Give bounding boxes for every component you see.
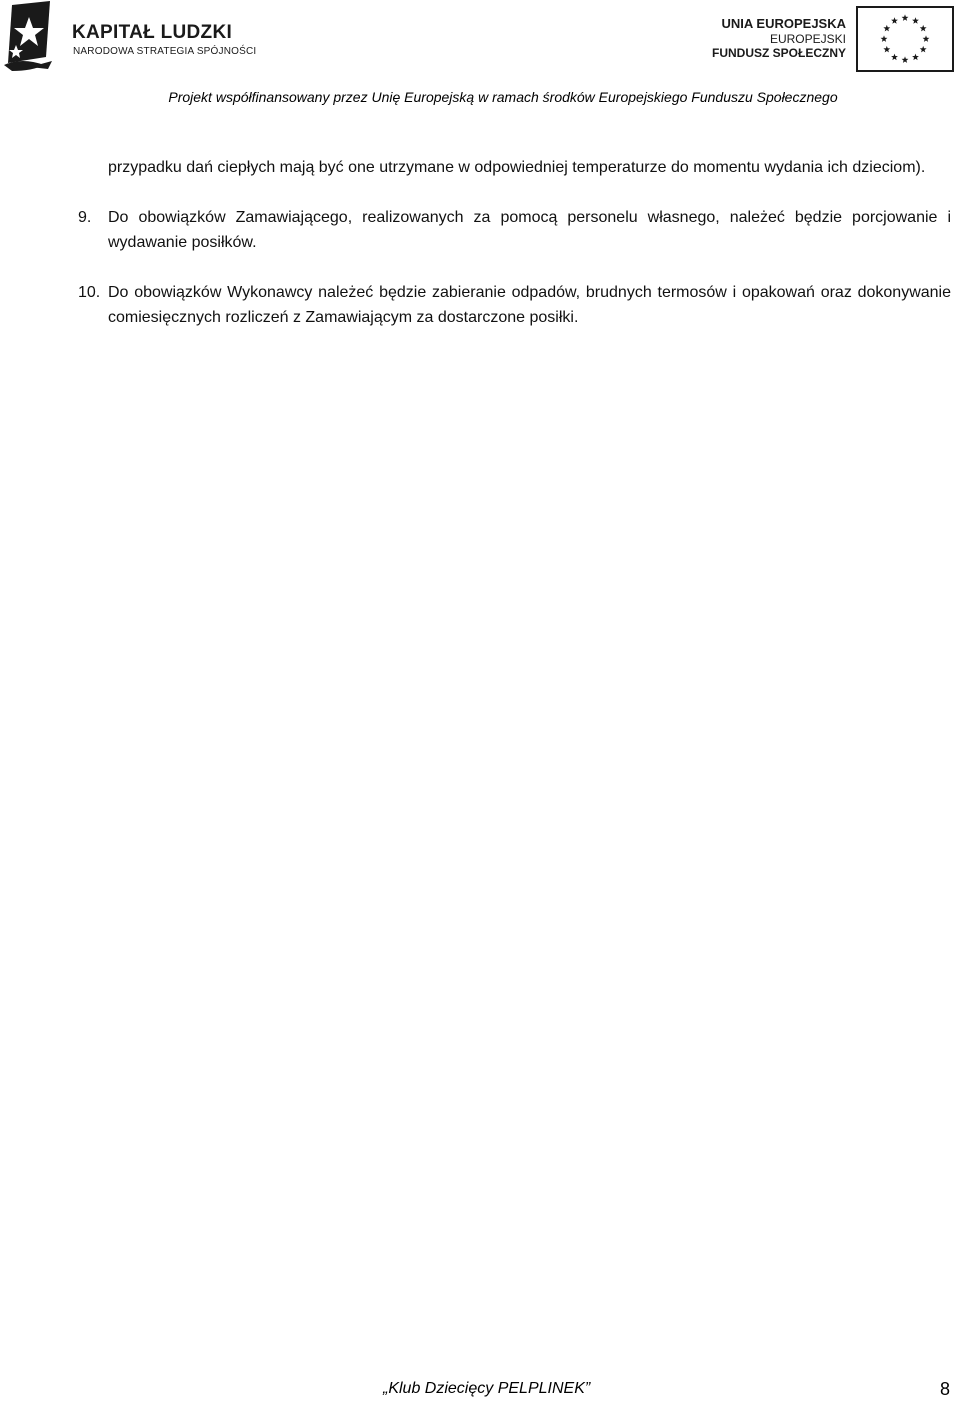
list-item-number: 9. (78, 209, 92, 226)
list-item (78, 280, 951, 330)
project-cofinancing-line: Projekt współfinansowany przez Unię Europejską w ramach środków Europejskiego Funduszu Społecznego (168, 89, 838, 105)
page-number: 8 (939, 1379, 950, 1399)
kapital-ludzki-subtitle: NARODOWA STRATEGIA SPÓJNOŚCI (73, 46, 257, 57)
eu-logo (711, 5, 956, 73)
page-footer (0, 1380, 960, 1404)
eu-logo-line3: FUNDUSZ SPOŁECZNY (711, 46, 846, 60)
kapital-ludzki-logo (2, 1, 257, 73)
eu-logo-line1: UNIA EUROPEJSKA (721, 16, 846, 31)
list-item-text: Do obowiązków Wykonawcy należeć będzie zabieranie odpadów, brudnych termosów i opakowań oraz dokonywanie comiesięcznych rozliczeń z Zamawiającym za dostarczone posiłki. (108, 284, 951, 326)
list-item-number: 10. (78, 284, 101, 301)
kapital-ludzki-title: KAPITAŁ LUDZKI (72, 22, 233, 43)
continuation-paragraph: przypadku dań ciepłych mają być one utrzymane w odpowiedniej temperaturze do momentu wydania ich dzieciom). (108, 159, 926, 176)
eu-flag-icon (856, 6, 954, 72)
footer-title: „Klub Dziecięcy PELPLINEK” (383, 1380, 591, 1397)
eu-logo-line2: EUROPEJSKI (769, 32, 846, 46)
list-item-text: Do obowiązków Zamawiającego, realizowanych za pomocą personelu własnego, należeć będzie porcjowanie i wydawanie posiłków. (108, 209, 951, 251)
list-item (78, 205, 951, 255)
page-header (0, 0, 960, 120)
document-body (78, 155, 951, 355)
kapital-ludzki-star-mark-icon (2, 1, 64, 73)
